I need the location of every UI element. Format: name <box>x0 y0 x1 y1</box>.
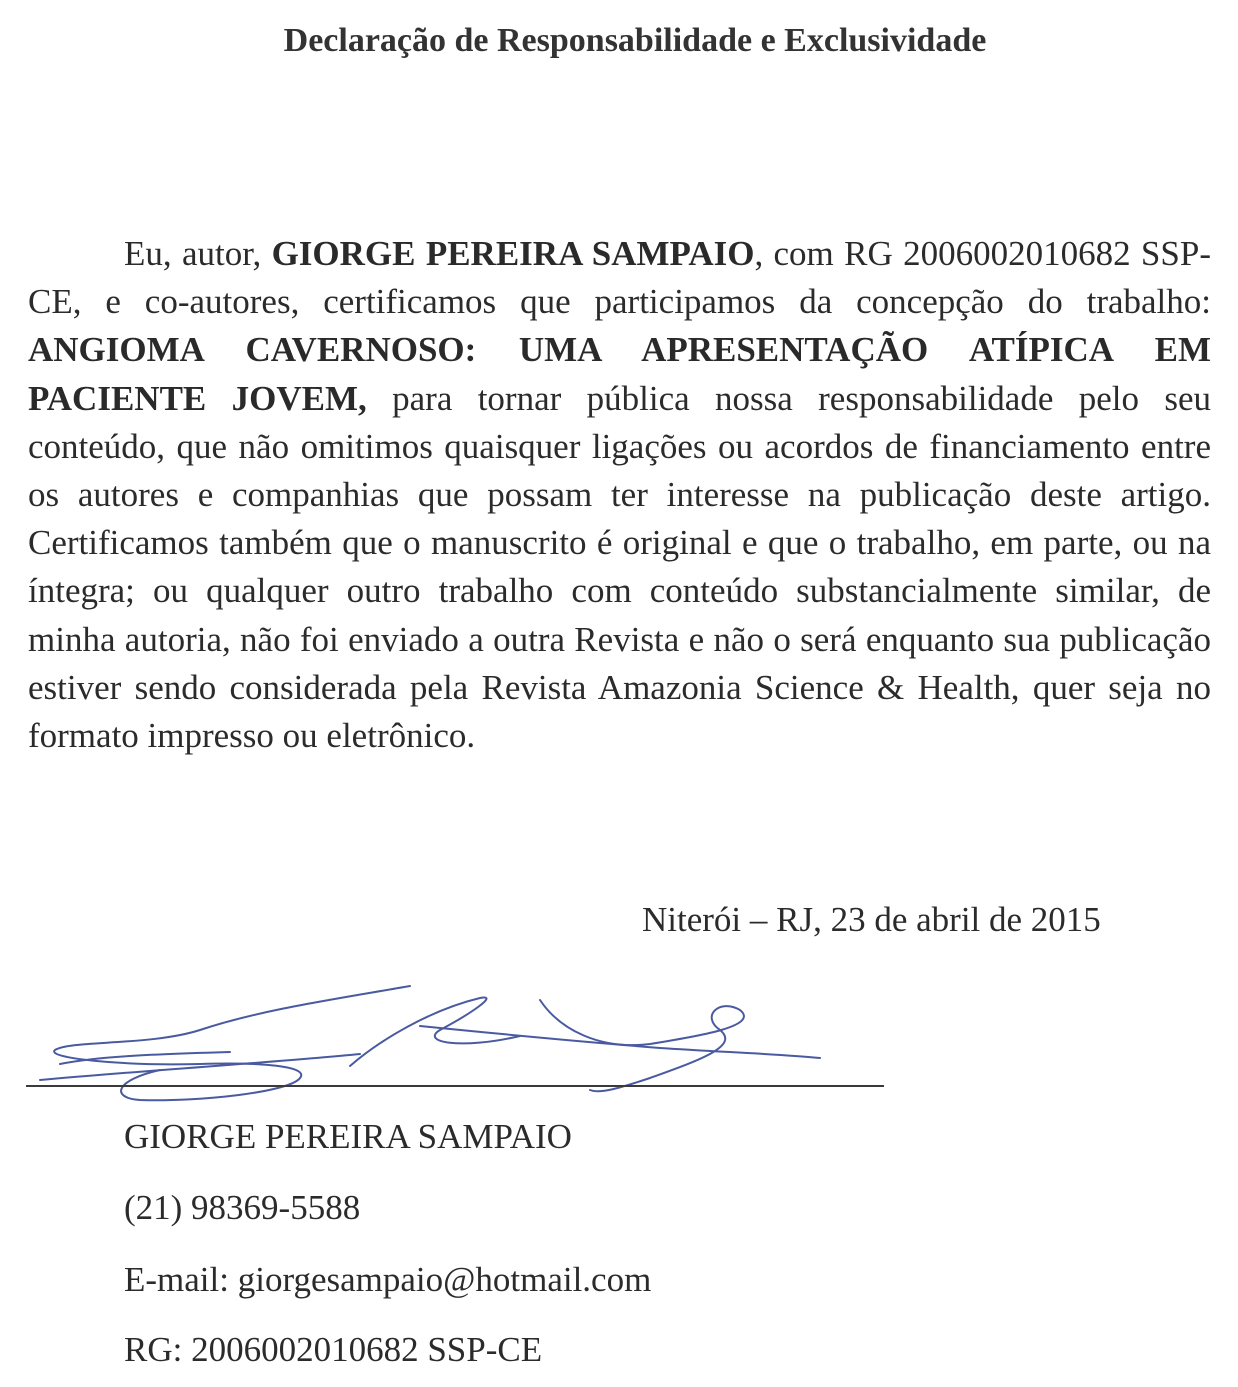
signer-rg: RG: 2006002010682 SSP-CE <box>124 1330 543 1369</box>
signature-stroke <box>60 1052 230 1064</box>
signer-email: E-mail: giorgesampaio@hotmail.com <box>124 1260 652 1299</box>
author-name: GIORGE PEREIRA SAMPAIO <box>271 234 755 273</box>
place-and-date: Niterói – RJ, 23 de abril de 2015 <box>642 900 1101 939</box>
signature-line <box>26 1085 884 1087</box>
handwritten-signature <box>0 970 900 1120</box>
signer-phone: (21) 98369-5588 <box>124 1188 361 1227</box>
signature-stroke <box>54 986 410 1100</box>
signature-stroke <box>350 997 520 1066</box>
work-title: ANGIOMA CAVERNOSO: UMA APRESENTAÇÃO ATÍPICA EM PACIENTE JOVEM, <box>28 330 1211 418</box>
declaration-paragraph <box>28 230 1211 760</box>
paragraph-part-2: , com RG 2006002010682 SSP-CE, e co-autores, certificamos que participamos da concepção do trabalho: <box>28 234 1211 322</box>
signature-stroke <box>540 1000 744 1091</box>
paragraph-part-3: para tornar pública nossa responsabilidade pelo seu conteúdo, que não omitimos quaisquer ligações ou acordos de financiamento entre os autores e companhias que possam ter interesse na publicação deste artigo. Certificamos também que o manuscrito é original e que o trabalho, em parte, ou na íntegra; ou qualquer outro trabalho com conteúdo substancialmente similar, de minha autoria, não foi enviado a outra Revista e não o será enquanto sua publicação estiver sendo considerada pela Revista Amazonia Science & Health, quer seja no formato impresso ou eletrônico. <box>28 378 1211 756</box>
signer-name: GIORGE PEREIRA SAMPAIO <box>124 1117 572 1156</box>
paragraph-part-1: Eu, autor, <box>124 234 272 273</box>
document-title: Declaração de Responsabilidade e Exclusividade <box>283 22 987 59</box>
signature-stroke <box>40 1054 360 1080</box>
